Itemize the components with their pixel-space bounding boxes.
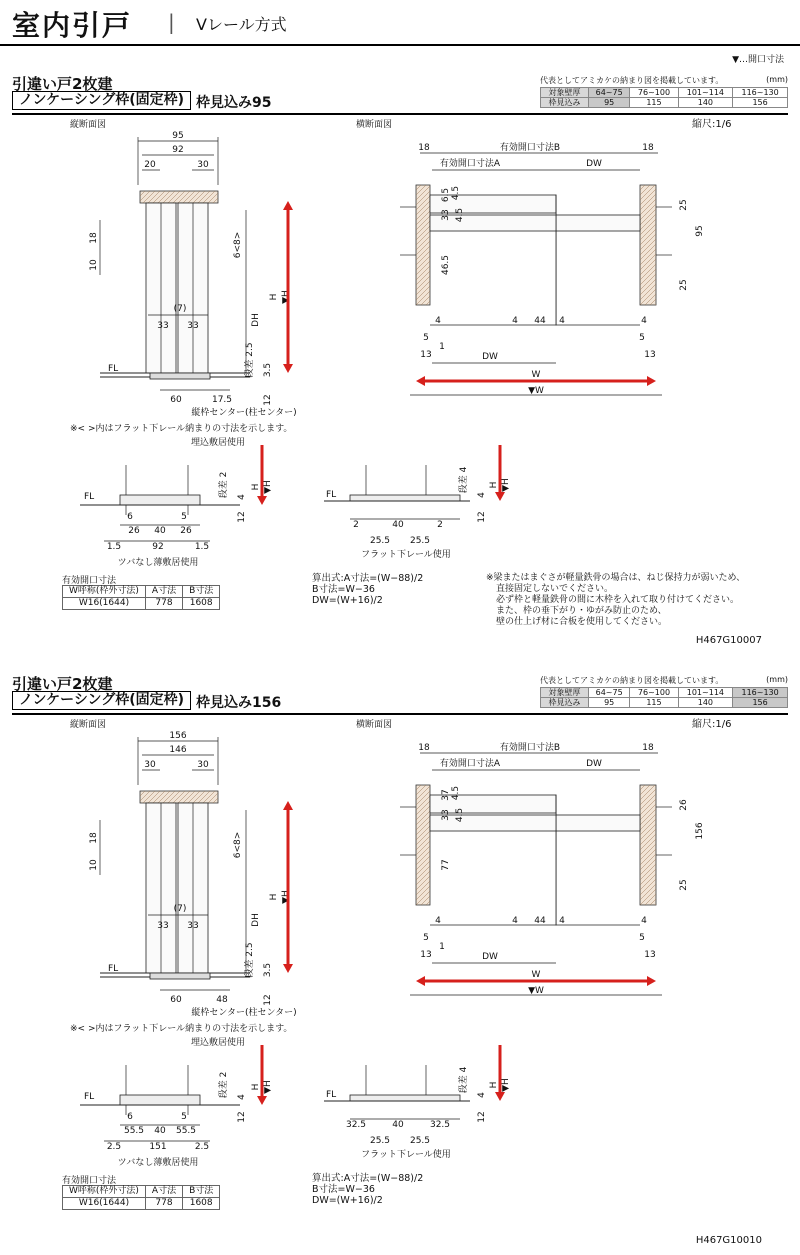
detail-section-1 xyxy=(0,55,800,655)
embedded-sill-label: 埋込敷居使用 xyxy=(191,1036,245,1048)
dim-right: 30 xyxy=(197,160,209,170)
height-arrow xyxy=(283,201,293,373)
detail-section-2 xyxy=(0,655,800,1255)
eff-opening-b: 有効開口寸法B xyxy=(500,741,560,753)
sill xyxy=(150,973,210,979)
h-label: H xyxy=(251,1084,261,1091)
formula-line: B寸法=W−36 xyxy=(312,584,423,595)
dim-18-right: 18 xyxy=(642,743,654,753)
table-cell: 115 xyxy=(630,98,678,108)
table-unit: (mm) xyxy=(766,675,788,684)
section-drawings xyxy=(0,115,800,635)
dim-12-d1: 12 xyxy=(237,511,247,522)
dim-18-label: 18 xyxy=(89,232,99,244)
flat-rail-caption: フラット下レール使用 xyxy=(361,1148,451,1160)
dim-4-a: 4 xyxy=(435,916,441,926)
title-separator: | xyxy=(168,10,175,34)
horizontal-section-label: 横断面図 xyxy=(356,118,392,130)
drawing-code: H467G10007 xyxy=(696,635,762,646)
table-cell: 156 xyxy=(733,698,788,708)
dim-18-left: 18 xyxy=(418,743,430,753)
dim-18-left: 18 xyxy=(418,143,430,153)
dim-4-d: 4 xyxy=(641,316,647,326)
dim-33-h: 33 xyxy=(441,209,451,220)
step-arrow-1 xyxy=(257,1045,267,1105)
dim-12: 12 xyxy=(263,394,273,405)
dim-6-5: 37 xyxy=(441,789,451,800)
dim-2-b: 32.5 xyxy=(430,1120,450,1130)
dim-25-5-a: 25.5 xyxy=(370,1136,390,1146)
dim-6-d1: 6 xyxy=(127,1112,133,1122)
page-title: 室内引戸 xyxy=(12,4,132,44)
table-unit: (mm) xyxy=(766,75,788,84)
flat-rail-note: ※< >内はフラット下レール納まりの寸法を示します。 xyxy=(70,422,292,434)
dim-w-open-label: ▼W xyxy=(528,386,544,396)
page-subtitle: Vレール方式 xyxy=(196,12,287,35)
dim-33-right: 33 xyxy=(187,321,198,331)
table-caption: 代表としてアミカケの納まり図を掲載しています。 xyxy=(540,676,723,685)
scale-label: 縮尺:1/6 xyxy=(692,718,731,730)
dim-4: 4 xyxy=(237,1094,247,1100)
effective-opening-table xyxy=(62,573,220,610)
dim-60: 60 xyxy=(170,995,182,1005)
door-type-title: 引違い戸2枚建 xyxy=(12,73,112,94)
formula-line: DW=(W+16)/2 xyxy=(312,1195,423,1206)
flat-rail-note: ※< >内はフラット下レール納まりの寸法を示します。 xyxy=(70,1022,292,1034)
dim-26-a: 26 xyxy=(128,526,140,536)
table-cell: A寸法 xyxy=(145,586,182,598)
dim-46-5: 77 xyxy=(441,859,451,870)
thin-sill-caption: ツバなし薄敷居使用 xyxy=(118,1156,199,1168)
dim-40: 40 xyxy=(154,526,166,536)
vertical-section-label: 縦断面図 xyxy=(70,718,106,730)
wall-thickness-table xyxy=(540,675,788,708)
dimension-formula xyxy=(312,573,423,606)
dim-25-bottom: 25 xyxy=(679,279,689,290)
dim-40-d2: 40 xyxy=(392,520,404,530)
frame-type-label: ノンケーシング枠(固定枠) xyxy=(12,691,191,710)
h-label: H xyxy=(251,484,261,491)
dim-inner: 146 xyxy=(169,745,186,755)
dim-12: 12 xyxy=(263,994,273,1005)
dim-1-5-b: 2.5 xyxy=(195,1142,209,1152)
step-4: 段差 4 xyxy=(457,1066,469,1093)
header-rule xyxy=(0,44,800,46)
jamb-center-label: 縦枠センター(柱センター) xyxy=(191,406,296,418)
dim-2-b: 2 xyxy=(437,520,443,530)
h-open-label: ▼H xyxy=(263,480,273,494)
jamb-center-label: 縦枠センター(柱センター) xyxy=(191,1006,296,1018)
table-row xyxy=(541,698,788,708)
dim-dh-label: DH xyxy=(251,313,261,327)
note-line: 必ず枠と軽量鉄骨の間に木枠を入れて取り付けてください。 xyxy=(486,595,786,606)
table-cell: 778 xyxy=(145,1198,182,1210)
step-arrow-2 xyxy=(495,1045,505,1101)
door-type-title: 引違い戸2枚建 xyxy=(12,673,112,694)
formula-line: DW=(W+16)/2 xyxy=(312,595,423,606)
note-line: 壁の仕上げ材に合板を使用してください。 xyxy=(486,617,786,628)
vertical-section-label: 縦断面図 xyxy=(70,118,106,130)
dim-4-c: 4 xyxy=(559,316,565,326)
table-cell: 対象壁厚 xyxy=(541,688,589,698)
table-cell: 76~100 xyxy=(630,88,678,98)
dim-33-left: 33 xyxy=(157,321,168,331)
step-2: 段差 2 xyxy=(217,1072,229,1099)
dim-dh-label: DH xyxy=(251,913,261,927)
table-cell: B寸法 xyxy=(183,586,220,598)
dim-left: 20 xyxy=(144,160,156,170)
h-label-d2: H xyxy=(489,1082,499,1089)
dim-26-a: 55.5 xyxy=(124,1126,144,1136)
dim-6: 6<8> xyxy=(233,832,243,859)
dim-1-5-b: 1.5 xyxy=(195,542,209,552)
step-arrow-2 xyxy=(495,445,505,501)
table-cell: 対象壁厚 xyxy=(541,88,589,98)
dim-dw-label: DW xyxy=(482,952,498,962)
dim-1: 1 xyxy=(439,942,445,952)
floor-level: FL xyxy=(108,964,118,974)
note-line: ※梁またはまぐさが軽量鉄骨の場合は、ねじ保持力が弱いため、 xyxy=(486,573,786,584)
dim-w-label: W xyxy=(532,970,541,980)
dim-25-5-a: 25.5 xyxy=(370,536,390,546)
table-cell: 76~100 xyxy=(630,688,678,698)
dim-25-5-b: 25.5 xyxy=(410,1136,430,1146)
dim-44: 44 xyxy=(534,916,546,926)
wall-thickness-table xyxy=(540,75,788,108)
dim-10-label: 10 xyxy=(89,259,99,271)
h-open-label: ▼H xyxy=(263,1080,273,1094)
dim-4-5-top: 4.5 xyxy=(451,186,461,200)
table-cell: W呼称(枠外寸法) xyxy=(63,586,146,598)
scale-label: 縮尺:1/6 xyxy=(692,118,731,130)
flat-rail-caption: フラット下レール使用 xyxy=(361,548,451,560)
table-cell: 95 xyxy=(588,98,630,108)
dim-92: 151 xyxy=(149,1142,166,1152)
table-cell: 枠見込み xyxy=(541,698,589,708)
table-cell: 1608 xyxy=(183,1198,220,1210)
floor-level-d1: FL xyxy=(84,1092,94,1102)
section-drawings xyxy=(0,715,800,1235)
table-cell: 101~114 xyxy=(678,88,733,98)
dim-3-5: 3.5 xyxy=(263,963,273,977)
table-caption: 有効開口寸法 xyxy=(62,1173,220,1185)
dim-13-left: 13 xyxy=(420,950,431,960)
dim-4-b: 4 xyxy=(512,916,518,926)
dim-33-h: 33 xyxy=(441,809,451,820)
table-cell: W16(1644) xyxy=(63,1198,146,1210)
h-label-d2: H xyxy=(489,482,499,489)
dim-3-5: 3.5 xyxy=(263,363,273,377)
dim-6-d1: 6 xyxy=(127,512,133,522)
dim-40: 40 xyxy=(154,1126,166,1136)
dim-4-c: 4 xyxy=(559,916,565,926)
dim-6: 6<8> xyxy=(233,232,243,259)
dim-44: 44 xyxy=(534,316,546,326)
step-2: 段差 2 xyxy=(217,472,229,499)
dim-dw-top-label: DW xyxy=(586,759,602,769)
dim-4: 4 xyxy=(237,494,247,500)
table-cell: 140 xyxy=(678,98,733,108)
table-cell: 116~130 xyxy=(733,688,788,698)
dim-2-a: 2 xyxy=(353,520,359,530)
floor-level-d2: FL xyxy=(326,1090,336,1100)
dim-10-label: 10 xyxy=(89,859,99,871)
dim-dw-top-label: DW xyxy=(586,159,602,169)
table-caption: 有効開口寸法 xyxy=(62,573,220,585)
dim-step: 段差 2.5 xyxy=(243,342,255,377)
dim-17-5: 17.5 xyxy=(212,395,232,405)
table-row xyxy=(63,1186,220,1198)
table-cell: 95 xyxy=(588,698,630,708)
table-cell: 101~114 xyxy=(678,688,733,698)
formula-line: 算出式:A寸法=(W−88)/2 xyxy=(312,573,423,584)
dim-25-top: 25 xyxy=(679,199,689,210)
dim-frame-depth-h: 156 xyxy=(695,822,705,839)
dim-26-b: 55.5 xyxy=(176,1126,196,1136)
dim-frame-depth: 95 xyxy=(172,131,183,141)
dim-w-label: W xyxy=(532,370,541,380)
dim-dw-label: DW xyxy=(482,352,498,362)
dim-4-d: 4 xyxy=(641,916,647,926)
thin-sill-caption: ツバなし薄敷居使用 xyxy=(118,556,199,568)
dim-25-5-b: 25.5 xyxy=(410,536,430,546)
frame-depth-label: 枠見込み95 xyxy=(196,92,271,112)
dim-25-top: 26 xyxy=(679,799,689,811)
dim-60: 60 xyxy=(170,395,182,405)
table-cell: B寸法 xyxy=(183,1186,220,1198)
dim-25-bottom: 25 xyxy=(679,879,689,890)
table-cell: W呼称(枠外寸法) xyxy=(63,1186,146,1198)
table-row xyxy=(541,98,788,108)
table-row xyxy=(63,586,220,598)
h-open-label-d2: ▼H xyxy=(501,1078,511,1092)
frame-type-label: ノンケーシング枠(固定枠) xyxy=(12,91,191,110)
dim-5-a: 5 xyxy=(423,933,429,943)
dim-5-b: 5 xyxy=(639,333,645,343)
flat-rail xyxy=(350,1095,460,1101)
sill-detail xyxy=(120,495,200,505)
eff-opening-a: 有効開口寸法A xyxy=(440,157,501,169)
dim-h-label: H xyxy=(269,294,279,301)
frame-depth-label: 枠見込み156 xyxy=(196,692,281,712)
dim-1-5-a: 2.5 xyxy=(107,1142,121,1152)
dim-26-b: 26 xyxy=(180,526,192,536)
table-row xyxy=(541,688,788,698)
dim-frame-depth-h: 95 xyxy=(695,225,705,236)
table-row xyxy=(63,598,220,610)
dim-5-a: 5 xyxy=(423,333,429,343)
dim-4-5: 4.5 xyxy=(455,208,465,222)
dim-5-d1: 5 xyxy=(181,512,187,522)
table-row xyxy=(63,1198,220,1210)
dim-7: (7) xyxy=(174,904,187,914)
dim-h-label: H xyxy=(269,894,279,901)
h-open-label-d2: ▼H xyxy=(501,478,511,492)
dim-5-b: 5 xyxy=(639,933,645,943)
step-4: 段差 4 xyxy=(457,466,469,493)
table-cell: 64~75 xyxy=(588,88,630,98)
dim-40-d2: 40 xyxy=(392,1120,404,1130)
dim-4-b: 4 xyxy=(512,316,518,326)
flat-rail xyxy=(350,495,460,501)
dim-13-right: 13 xyxy=(644,350,655,360)
dim-4-5-top: 4.5 xyxy=(451,786,461,800)
dim-left: 30 xyxy=(144,760,156,770)
table-cell: A寸法 xyxy=(145,1186,182,1198)
table-cell: 778 xyxy=(145,598,182,610)
dim-2-a: 32.5 xyxy=(346,1120,366,1130)
dim-6-5: 6.5 xyxy=(441,188,451,202)
dim-5-d1: 5 xyxy=(181,1112,187,1122)
embedded-sill-label: 埋込敷居使用 xyxy=(191,436,245,448)
eff-opening-a: 有効開口寸法A xyxy=(440,757,501,769)
table-row xyxy=(541,88,788,98)
page-header xyxy=(0,0,800,50)
sill-detail xyxy=(120,1095,200,1105)
step-arrow-1 xyxy=(257,445,267,505)
dim-33-right: 33 xyxy=(187,921,198,931)
table-cell: W16(1644) xyxy=(63,598,146,610)
dim-1: 1 xyxy=(439,342,445,352)
dim-frame-depth: 156 xyxy=(169,731,186,741)
note-line: 直接固定しないでください。 xyxy=(486,584,786,595)
table-cell: 115 xyxy=(630,698,678,708)
note-line: また、枠の垂下がり・ゆがみ防止のため、 xyxy=(486,606,786,617)
dim-h-open-label: ▼H xyxy=(281,290,291,304)
legend-opening-mark: ▼…開口寸法 xyxy=(732,52,784,65)
dim-7: (7) xyxy=(174,304,187,314)
sill xyxy=(150,373,210,379)
table-cell: 116~130 xyxy=(733,88,788,98)
dim-13-right: 13 xyxy=(644,950,655,960)
dim-4-a: 4 xyxy=(435,316,441,326)
floor-level: FL xyxy=(108,364,118,374)
effective-opening-table xyxy=(62,1173,220,1210)
dim-18-right: 18 xyxy=(642,143,654,153)
dim-12-d2: 12 xyxy=(477,1111,487,1122)
dim-4-d2: 4 xyxy=(477,1092,487,1098)
dim-12-d2: 12 xyxy=(477,511,487,522)
dim-17-5: 48 xyxy=(216,995,228,1005)
dim-18-label: 18 xyxy=(89,832,99,844)
dim-h-open-label: ▼H xyxy=(281,890,291,904)
formula-line: B寸法=W−36 xyxy=(312,1184,423,1195)
table-cell: 156 xyxy=(733,98,788,108)
floor-level-d2: FL xyxy=(326,490,336,500)
height-arrow xyxy=(283,801,293,973)
formula-line: 算出式:A寸法=(W−88)/2 xyxy=(312,1173,423,1184)
dim-12-d1: 12 xyxy=(237,1111,247,1122)
table-cell: 140 xyxy=(678,698,733,708)
dimension-formula xyxy=(312,1173,423,1206)
dim-inner: 92 xyxy=(172,145,183,155)
dim-right: 30 xyxy=(197,760,209,770)
horizontal-section-label: 横断面図 xyxy=(356,718,392,730)
steel-beam-notes xyxy=(486,573,786,628)
table-cell: 64~75 xyxy=(588,688,630,698)
table-cell: 1608 xyxy=(183,598,220,610)
table-caption: 代表としてアミカケの納まり図を掲載しています。 xyxy=(540,76,723,85)
dim-4-5: 4.5 xyxy=(455,808,465,822)
dim-46-5: 46.5 xyxy=(441,255,451,275)
dim-33-left: 33 xyxy=(157,921,168,931)
dim-92: 92 xyxy=(152,542,163,552)
dim-step: 段差 2.5 xyxy=(243,942,255,977)
floor-level-d1: FL xyxy=(84,492,94,502)
dim-1-5-a: 1.5 xyxy=(107,542,121,552)
dim-13-left: 13 xyxy=(420,350,431,360)
dim-w-open-label: ▼W xyxy=(528,986,544,996)
drawing-code: H467G10010 xyxy=(696,1235,762,1246)
eff-opening-b: 有効開口寸法B xyxy=(500,141,560,153)
dim-4-d2: 4 xyxy=(477,492,487,498)
table-cell: 枠見込み xyxy=(541,98,589,108)
